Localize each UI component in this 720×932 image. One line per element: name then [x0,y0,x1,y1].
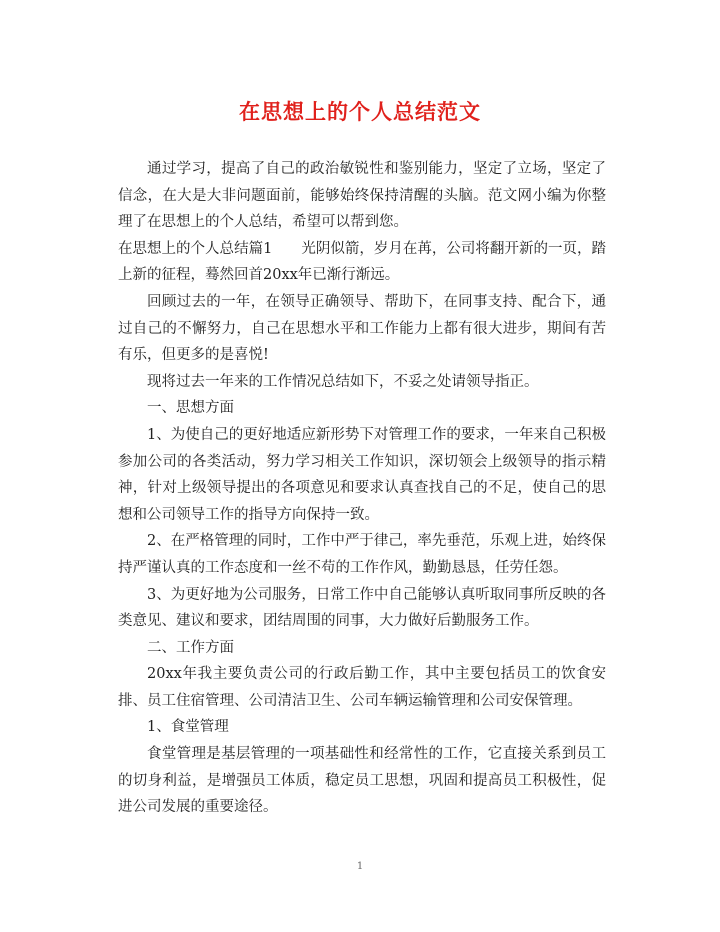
paragraph-work-overview: 20xx年我主要负责公司的行政后勤工作，其中主要包括员工的饮食安排、员工住宿管理、公司清洁卫生、公司车辆运输管理和公司安保管理。 [118,666,606,709]
heading-canteen-management: 1、食堂管理 [147,719,229,736]
document-title: 在思想上的个人总结范文 [239,99,481,124]
paragraph-review: 回顾过去的一年，在领导正确领导、帮助下，在同事支持、配合下，通过自己的不懈努力，自己在思想水平和工作能力上都有很大进步，期间有苦有乐，但更多的是喜悦! [118,293,606,364]
paragraph-canteen-management: 食堂管理是基层管理的一项基础性和经常性的工作，它直接关系到员工的切身利益，是增强员工体质，稳定员工思想，巩固和提高员工积极性，促进公司发展的重要途径。 [118,746,606,816]
paragraph-section-heading: 在思想上的个人总结篇1 光阴似箭，岁月在苒，公司将翻开新的一页，踏上新的征程，蓦然回首20xx年已渐行渐远。 [118,240,606,284]
paragraph-intro: 通过学习，提高了自己的政治敏锐性和鉴别能力，坚定了立场，坚定了信念，在大是大非问题面前，能够始终保持清醒的头脑。范文网小编为你整理了在思想上的个人总结，希望可以帮到您。 [118,161,606,231]
paragraph-thought-item-3: 3、为更好地为公司服务，日常工作中自己能够认真听取同事所反映的各类意见、建议和要求，团结周围的同事，大力做好后勤服务工作。 [118,586,606,630]
heading-work-aspect: 二、工作方面 [147,639,234,656]
paragraph-summary-intro: 现将过去一年来的工作情况总结如下，不妥之处请领导指正。 [147,373,539,390]
paragraph-thought-item-2: 2、在严格管理的同时，工作中严于律己，率先垂范，乐观上进，始终保持严谨认真的工作态度和一丝不苟的工作作风，勤勤恳恳，任劳任怨。 [118,533,606,576]
paragraph-thought-item-1: 1、为使自己的更好地适应新形势下对管理工作的要求，一年来自己积极参加公司的各类活动，努力学习相关工作知识，深切领会上级领导的指示精神，针对上级领导提出的各项意见和要求认真查找自己的不足，使自己的思想和公司领导工作的指导方向保持一致。 [118,426,606,523]
heading-thought-aspect: 一、思想方面 [147,400,234,417]
page-number: 1 [356,861,364,872]
document-body [118,156,606,821]
